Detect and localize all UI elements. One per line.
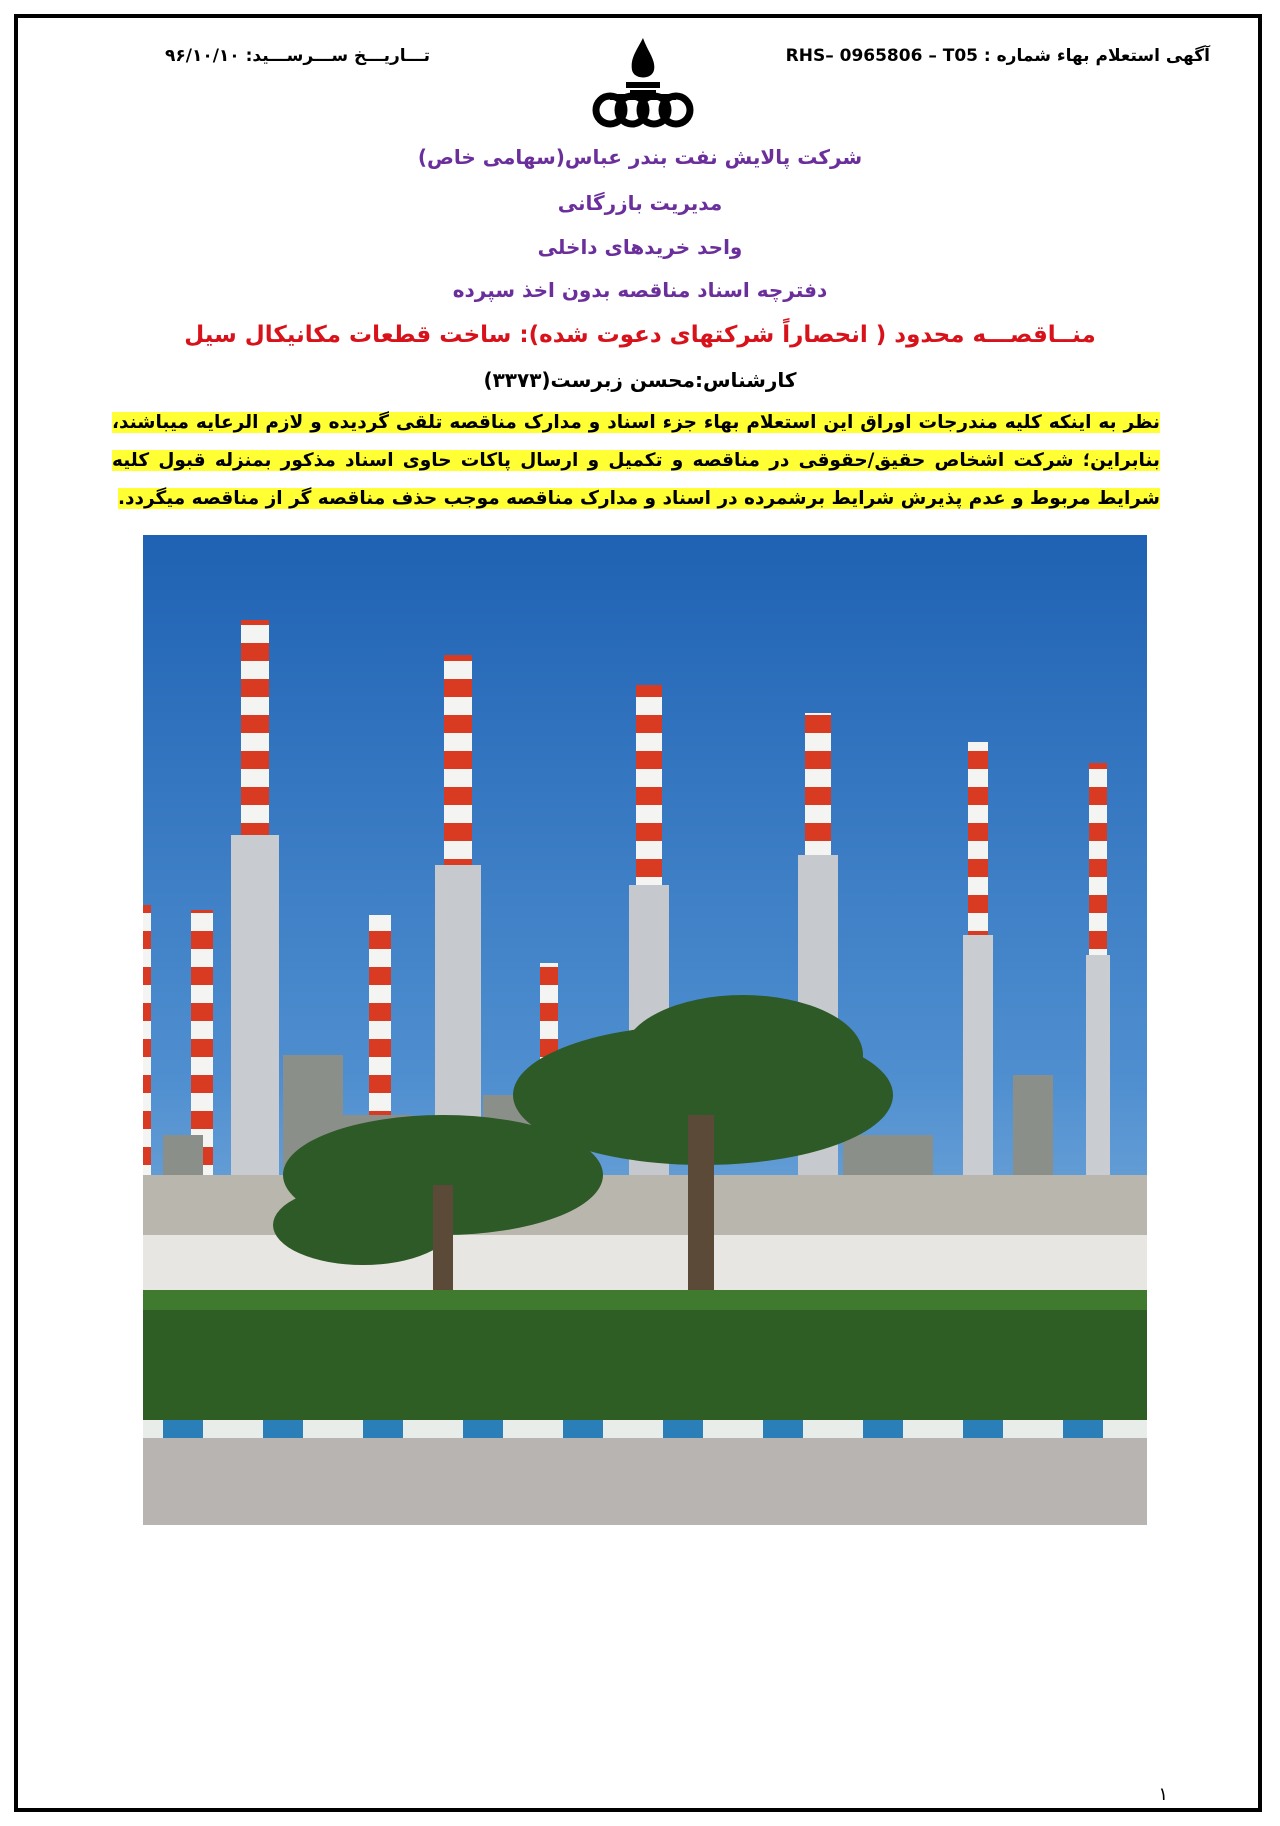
page-number: ۱ [1158, 1784, 1168, 1805]
management-title: مدیریت بازرگانی [557, 191, 723, 215]
nioc-logo-icon [590, 36, 696, 130]
inquiry-number: آگهی استعلام بهاء شماره : RHS– 0965806 – T05 [785, 46, 1210, 66]
tender-title: منــاقصـــه محدود ( انحصاراً شرکتهای دعوت شده): ساخت قطعات مکانیکال سیل [184, 322, 1096, 348]
unit-title: واحد خریدهای داخلی [537, 235, 743, 259]
expert-line: کارشناس:محسن زبرست(۳۳۷۳) [483, 368, 797, 392]
notice-paragraph [112, 404, 1160, 518]
deadline-date: تـــاریـــخ ســـرســـید: ۹۶/۱۰/۱۰ [165, 46, 431, 66]
booklet-title: دفترچه اسناد مناقصه بدون اخذ سپرده [452, 278, 828, 302]
company-name: شرکت پالایش نفت بندر عباس(سهامی خاص) [417, 145, 863, 169]
refinery-photo [143, 535, 1147, 1525]
notice-text: نظر به اینکه کلیه مندرجات اوراق این استعلام بهاء جزء اسناد و مدارک مناقصه تلقی گردیده و لازم الرعایه میباشند، بنابراین؛ شرکت اشخاص حقیق/حقوقی در مناقصه و تکمیل و ارسال پاکات حاوی اسناد مذکور بمنزله قبول کلیه شرایط مربوط و عدم پذیرش شرایط برشمرده در اسناد و مدارک مناقصه موجب حذف مناقصه گر از مناقصه میگردد. [112, 412, 1160, 509]
